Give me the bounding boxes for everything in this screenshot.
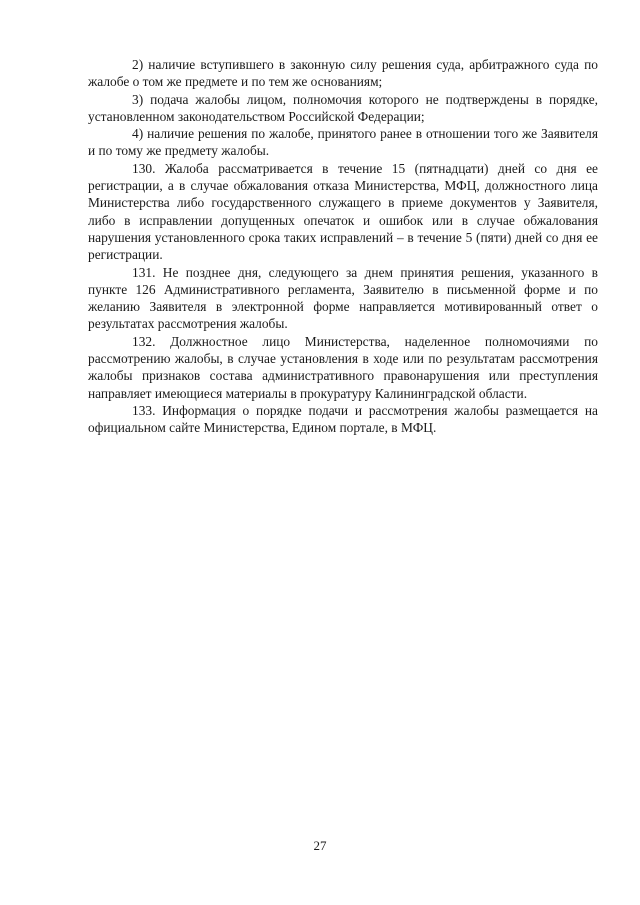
paragraph-133: 133. Информация о порядке подачи и рассмотрения жалобы размещается на официальном сайте Министерства, Едином портале, в МФЦ. [88,402,598,436]
paragraph-item-3: 3) подача жалобы лицом, полномочия которого не подтверждены в порядке, установленном законодательством Российской Федерации; [88,91,598,124]
paragraph-131: 131. Не позднее дня, следующего за днем принятия решения, указанного в пункте 126 Административного регламента, Заявителю в письменной форме и по желанию Заявителя в электронной форме направляется мотивированный ответ о результатах рассмотрения жалобы. [88,264,598,332]
paragraph-item-4: 4) наличие решения по жалобе, принятого ранее в отношении того же Заявителя и по тому же предмету жалобы. [88,126,598,159]
paragraph-132: 132. Должностное лицо Министерства, наделенное полномочиями по рассмотрению жалобы, в случае установления в ходе или по результатам рассмотрения жалобы признаков состава административного правонарушения или преступления направляет имеющиеся материалы в прокуратуру Калининградской области. [88,333,598,401]
paragraph-item-2: 2) наличие вступившего в законную силу решения суда, арбитражного суда по жалобе о том же предмете и по тем же основаниям; [88,57,598,90]
document-body [88,56,598,437]
paragraph-130: 130. Жалоба рассматривается в течение 15 (пятнадцати) дней со дня ее регистрации, а в случае обжалования отказа Министерства, МФЦ, должностного лица Министерства либо государственного служащего в приеме документов у Заявителя, либо в исправлении допущенных опечаток и ошибок или в случае обжалования нарушения установленного срока таких исправлений – в течение 5 (пяти) дней со дня ее регистрации. [88,160,598,263]
page-number: 27 [313,838,327,853]
